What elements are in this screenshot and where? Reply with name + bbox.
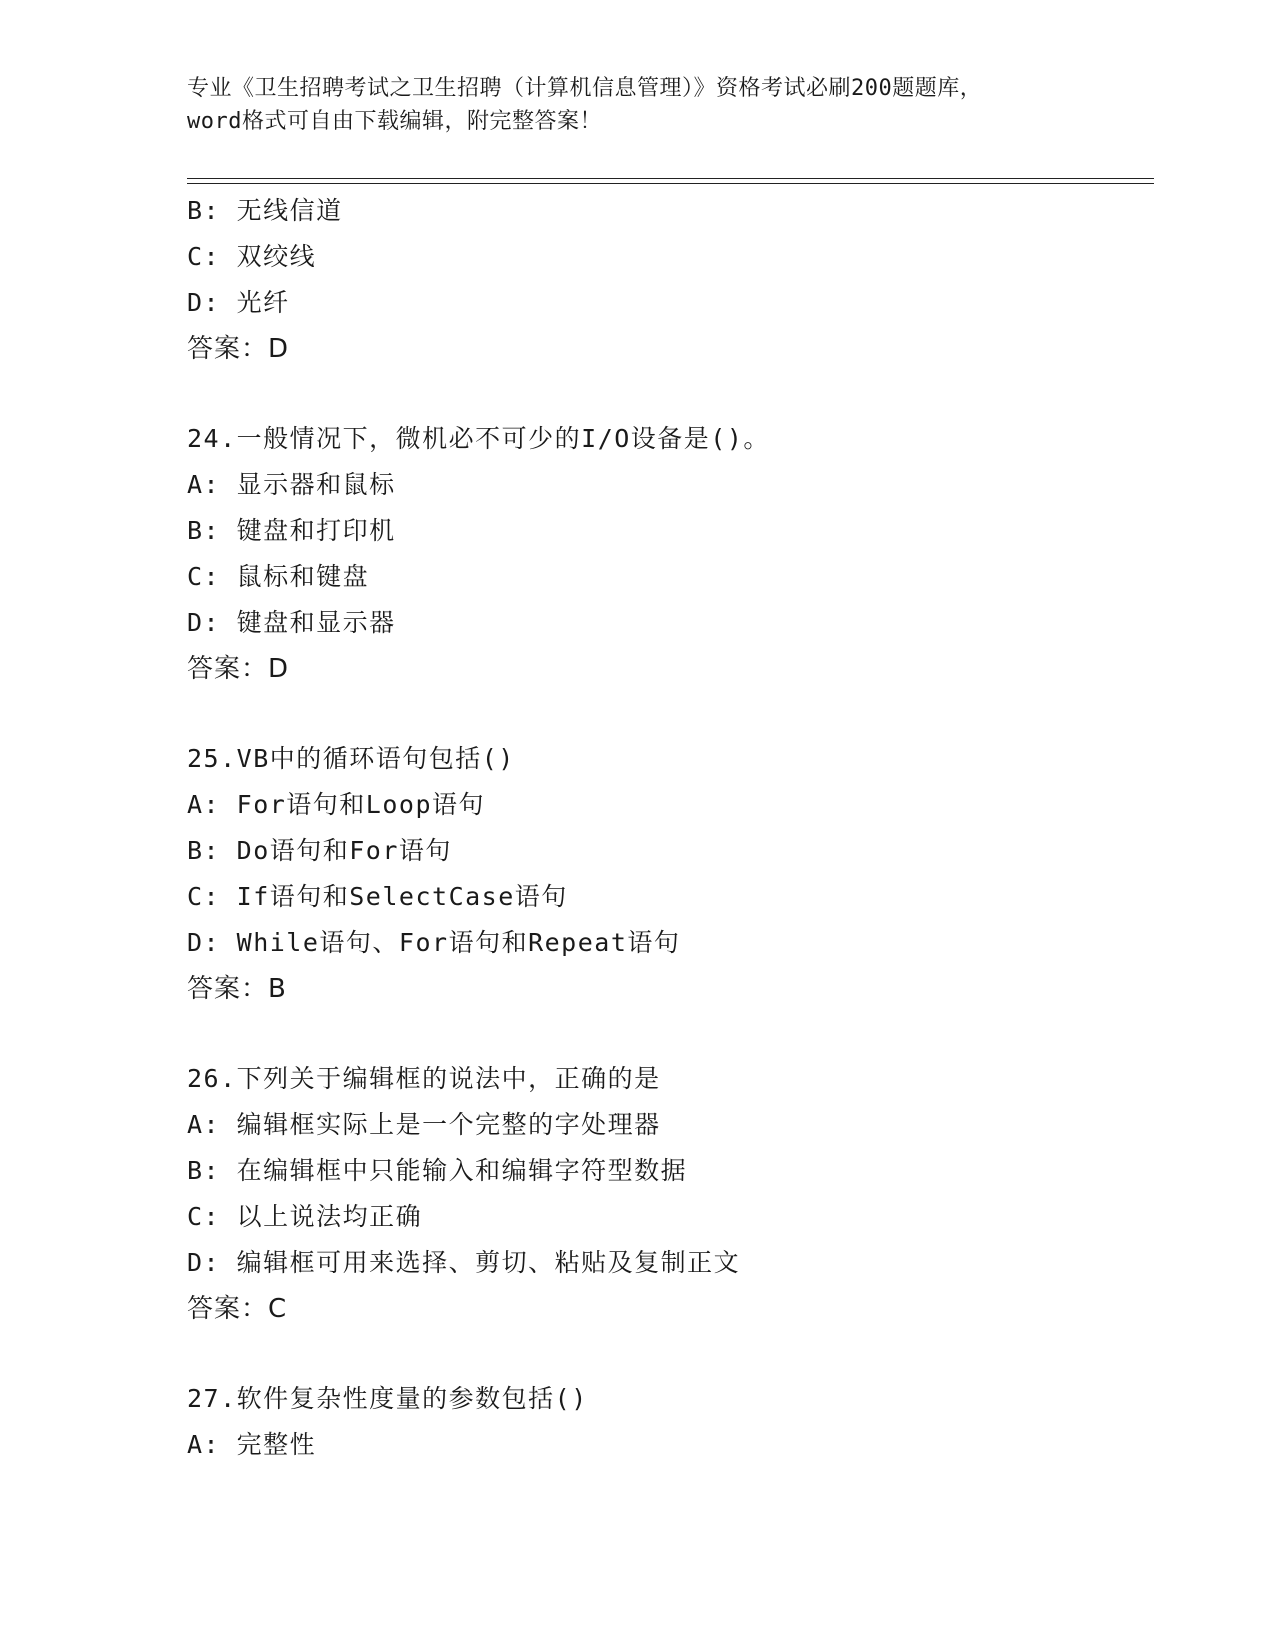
header-line-2: word格式可自由下载编辑，附完整答案！: [187, 109, 602, 134]
header-divider-top: [187, 178, 1154, 179]
question-stem: 25.VB中的循环语句包括(): [187, 744, 515, 773]
option-d: D: 光纤: [187, 288, 290, 317]
question-list: [187, 188, 1147, 1468]
option-c: C: 以上说法均正确: [187, 1202, 423, 1231]
option-a: A: For语句和Loop语句: [187, 790, 486, 819]
header-divider-bottom: [187, 183, 1154, 184]
question-23-continued: [187, 188, 1147, 372]
option-c: C: 双绞线: [187, 242, 317, 271]
question-24: [187, 416, 1147, 692]
option-c: C: If语句和SelectCase语句: [187, 882, 568, 911]
option-d: D: 编辑框可用来选择、剪切、粘贴及复制正文: [187, 1248, 741, 1277]
answer: 答案：C: [187, 1294, 288, 1324]
spacer: [187, 1012, 1147, 1056]
question-26: [187, 1056, 1147, 1332]
document-header: [187, 72, 1107, 138]
option-d: D: 键盘和显示器: [187, 608, 396, 637]
option-a: A: 显示器和鼠标: [187, 470, 396, 499]
question-25: [187, 736, 1147, 1012]
header-line-1: 专业《卫生招聘考试之卫生招聘（计算机信息管理）》资格考试必刷200题题库，: [187, 76, 983, 101]
question-stem: 26.下列关于编辑框的说法中，正确的是: [187, 1064, 661, 1093]
option-a: A: 完整性: [187, 1430, 317, 1459]
question-stem: 27.软件复杂性度量的参数包括(): [187, 1384, 588, 1413]
spacer: [187, 372, 1147, 416]
question-stem: 24.一般情况下，微机必不可少的I/O设备是()。: [187, 424, 770, 453]
spacer: [187, 692, 1147, 736]
option-c: C: 鼠标和键盘: [187, 562, 370, 591]
answer: 答案：D: [187, 334, 290, 364]
spacer: [187, 1332, 1147, 1376]
answer: 答案：B: [187, 974, 287, 1004]
option-b: B: 无线信道: [187, 196, 343, 225]
option-b: B: 键盘和打印机: [187, 516, 396, 545]
answer: 答案：D: [187, 654, 290, 684]
option-b: B: 在编辑框中只能输入和编辑字符型数据: [187, 1156, 688, 1185]
question-27: [187, 1376, 1147, 1468]
option-b: B: Do语句和For语句: [187, 836, 452, 865]
option-a: A: 编辑框实际上是一个完整的字处理器: [187, 1110, 661, 1139]
option-d: D: While语句、For语句和Repeat语句: [187, 928, 681, 957]
